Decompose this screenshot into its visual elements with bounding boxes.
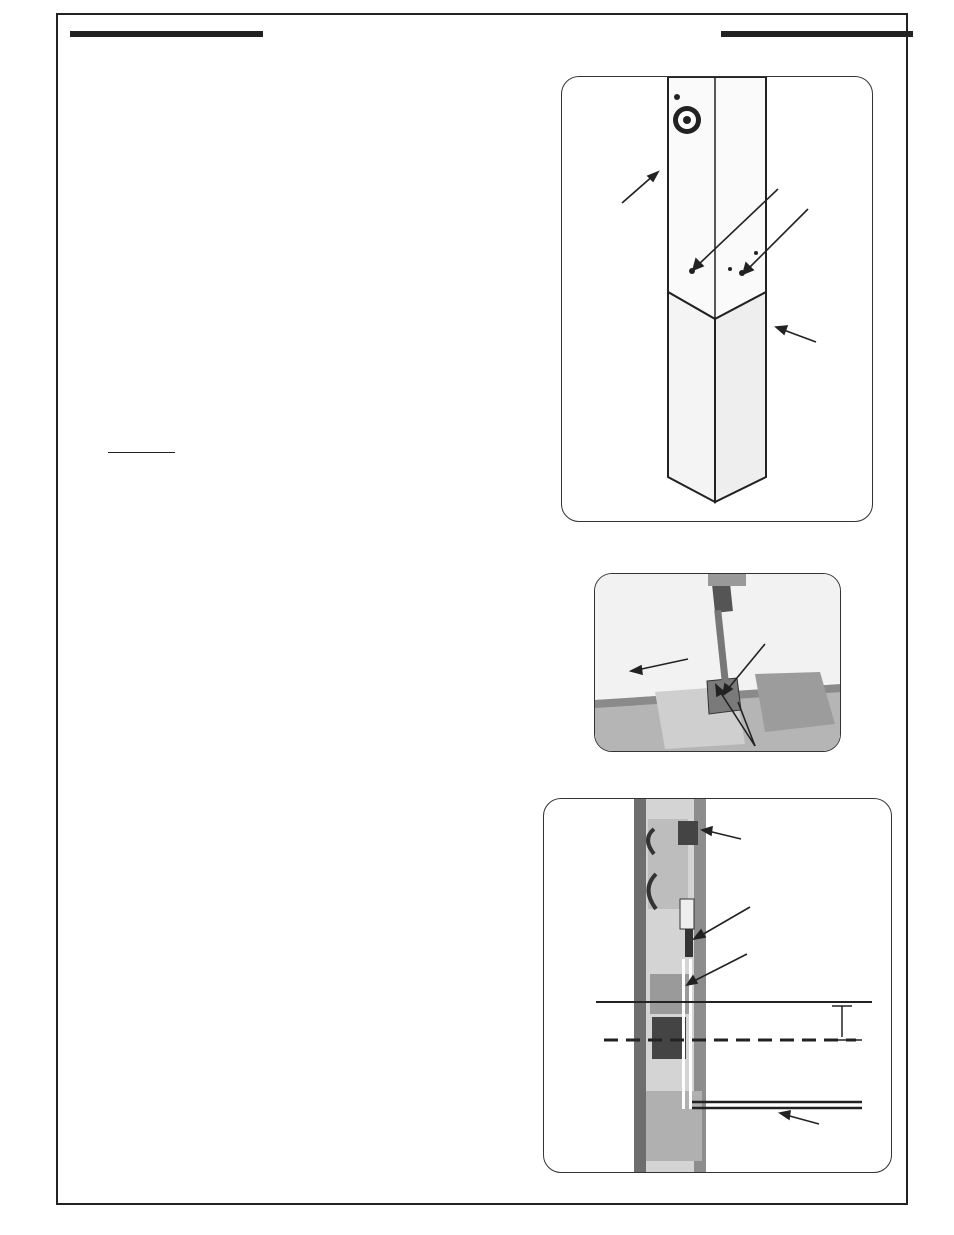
figure-column-interior	[543, 798, 892, 1173]
figure-screwdriver-bracket	[594, 573, 841, 752]
figure-column-assembly	[561, 76, 873, 522]
column-illustration	[562, 77, 873, 522]
header-left-bar	[70, 31, 263, 37]
screwdriver-illustration	[595, 574, 841, 752]
header-right-bar	[721, 31, 913, 37]
underlined-heading-rule	[108, 452, 175, 453]
column-interior-illustration	[544, 799, 892, 1173]
